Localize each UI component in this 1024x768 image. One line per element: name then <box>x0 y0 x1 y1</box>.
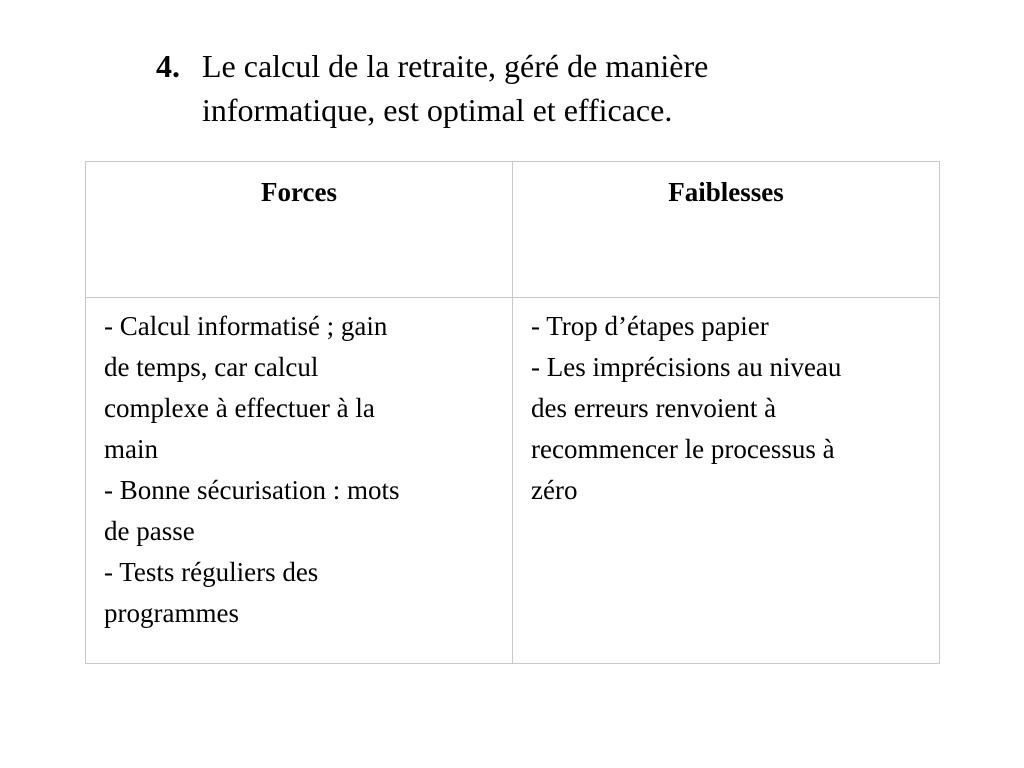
forces-line: - Bonne sécurisation : mots <box>104 475 400 505</box>
forces-line: main <box>104 434 158 464</box>
table-header-row <box>86 162 940 298</box>
forces-line: de temps, car calcul <box>104 352 319 382</box>
forces-line: - Calcul informatisé ; gain <box>104 311 388 341</box>
forces-cell <box>86 298 513 664</box>
heading-line-2: informatique, est optimal et efficace. <box>202 92 673 128</box>
header-faiblesses: Faiblesses <box>513 162 940 298</box>
forces-line: - Tests réguliers des <box>104 557 319 587</box>
heading-number: 4. <box>156 48 180 84</box>
faiblesses-line: - Trop d’étapes papier <box>531 311 769 341</box>
strengths-weaknesses-table <box>85 161 940 664</box>
slide-heading <box>156 44 916 132</box>
faiblesses-cell <box>513 298 940 664</box>
forces-line: programmes <box>104 598 239 628</box>
forces-line: complexe à effectuer à la <box>104 393 375 423</box>
forces-line: de passe <box>104 516 195 546</box>
header-forces: Forces <box>86 162 513 298</box>
faiblesses-line: recommencer le processus à <box>531 434 835 464</box>
faiblesses-line: - Les imprécisions au niveau <box>531 352 842 382</box>
faiblesses-line: des erreurs renvoient à <box>531 393 777 423</box>
faiblesses-line: zéro <box>531 475 578 505</box>
table-row <box>86 298 940 664</box>
heading-line-1: Le calcul de la retraite, géré de manière <box>202 48 709 84</box>
